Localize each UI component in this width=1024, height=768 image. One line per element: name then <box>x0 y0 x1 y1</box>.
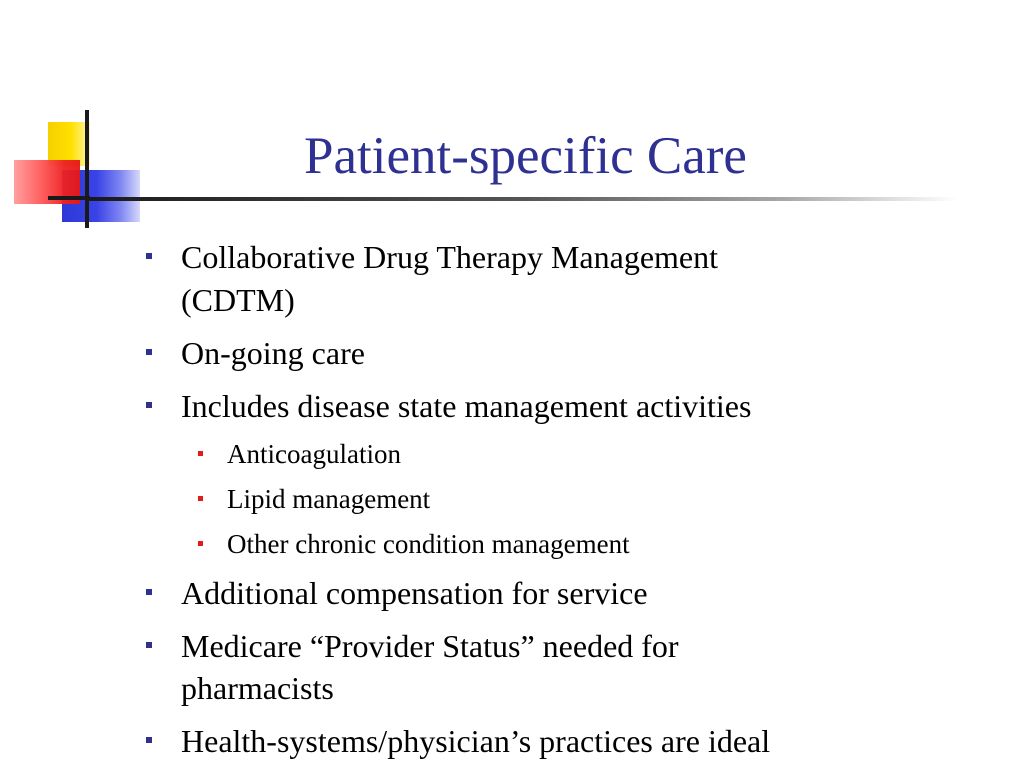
bullet-text: Health-systems/physician’s practices are ideal <box>181 723 771 759</box>
bullet-text: Additional compensation for service <box>181 575 648 611</box>
sub-bullet-text: Anticoagulation <box>227 439 401 469</box>
bullet-marker <box>146 589 152 595</box>
slide-title: Patient-specific Care <box>304 127 747 185</box>
bullet-text: pharmacists <box>181 670 334 706</box>
bullet-text: Collaborative Drug Therapy Management <box>181 239 719 275</box>
sub-bullet-item <box>227 527 630 561</box>
sub-bullet-item <box>227 482 430 516</box>
bullet-text: (CDTM) <box>181 282 295 318</box>
bullet-item <box>181 236 718 278</box>
bullet-marker <box>146 253 152 259</box>
bullet-marker <box>146 402 152 408</box>
bullet-item <box>181 385 751 427</box>
bullet-text: Medicare “Provider Status” needed for <box>181 628 679 664</box>
bullet-item-continuation <box>181 279 295 321</box>
bullet-text: On-going care <box>181 335 365 371</box>
bullet-marker <box>146 349 152 355</box>
sub-bullet-marker <box>198 541 203 546</box>
bullet-text: Includes disease state management activities <box>181 388 752 424</box>
bullet-item <box>181 572 648 614</box>
sub-bullet-text: Other chronic condition management <box>227 529 630 559</box>
sub-bullet-marker <box>198 451 203 456</box>
bullet-item-continuation <box>181 667 334 709</box>
sub-bullet-item <box>227 437 401 471</box>
bullet-marker <box>146 642 152 648</box>
sub-bullet-text: Lipid management <box>227 484 431 514</box>
bullet-item <box>181 332 365 374</box>
sub-bullet-marker <box>198 496 203 501</box>
bullet-item <box>181 625 679 667</box>
bullet-item <box>181 720 770 762</box>
bullet-marker <box>146 737 152 743</box>
